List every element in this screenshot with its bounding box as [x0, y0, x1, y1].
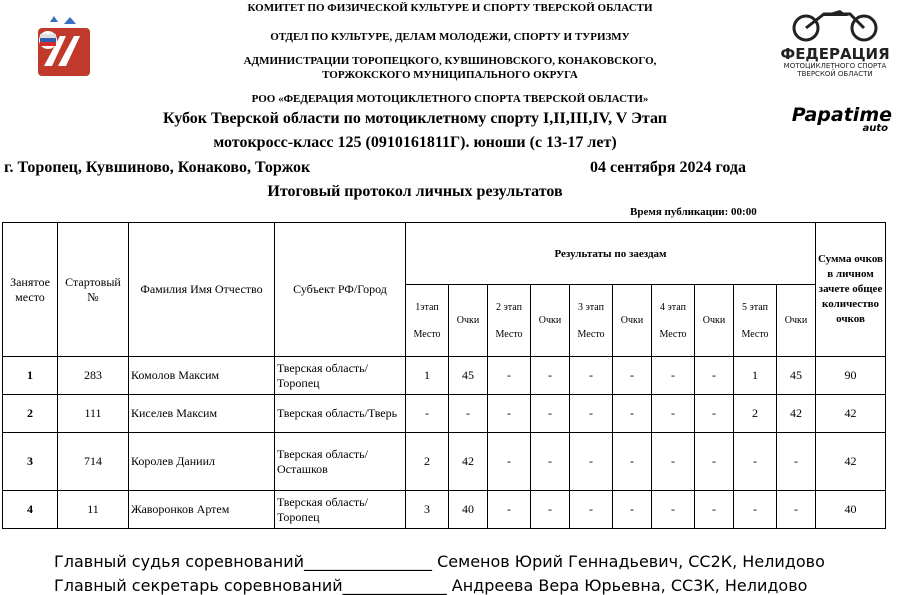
- stage-3-points-header: Очки: [613, 285, 652, 357]
- cell-stage-points: -: [613, 491, 652, 529]
- results-table: [2, 222, 886, 529]
- org-line-3: АДМИНИСТРАЦИИ ТОРОПЕЦКОГО, КУВШИНОВСКОГО, КОНАКОВСКОГО,: [243, 55, 657, 67]
- header-results-group: Результаты по заездам: [406, 223, 816, 285]
- org-line-2: ОТДЕЛ ПО КУЛЬТУРЕ, ДЕЛАМ МОЛОДЕЖИ, СПОРТУ И ТУРИЗМУ: [270, 31, 630, 43]
- cell-stage-place: 3: [406, 491, 449, 529]
- chief-judge-line: Главный судья соревнований________________ Семенов Юрий Геннадьевич, СС2К, Нелидово: [54, 552, 825, 571]
- cell-stage-points: -: [695, 395, 734, 433]
- org-line-5: РОО «ФЕДЕРАЦИЯ МОТОЦИКЛЕТНОГО СПОРТА ТВЕРСКОЙ ОБЛАСТИ»: [251, 93, 649, 105]
- publication-time: Время публикации: 00:00: [630, 206, 757, 218]
- cell-stage-place: -: [652, 491, 695, 529]
- cell-place: 1: [3, 357, 58, 395]
- cell-stage-points: 45: [777, 357, 816, 395]
- cell-stage-points: -: [613, 357, 652, 395]
- cell-stage-place: 2: [406, 433, 449, 491]
- table-row: [3, 491, 886, 529]
- cell-stage-points: -: [613, 433, 652, 491]
- cell-start-no: 111: [58, 395, 129, 433]
- cell-stage-points: -: [531, 395, 570, 433]
- cell-stage-points: -: [695, 433, 734, 491]
- sponsor-main: Papatime: [791, 104, 892, 126]
- title-line-1: Кубок Тверской области по мотоциклетному спорту I,II,III,IV, V Этап: [163, 110, 667, 127]
- cell-stage-place: -: [652, 395, 695, 433]
- stage-3-place-header: 3 этап Место: [570, 285, 613, 357]
- cell-stage-place: -: [652, 433, 695, 491]
- stage-4-points-header: Очки: [695, 285, 734, 357]
- cell-stage-points: 42: [449, 433, 488, 491]
- header-name: Фамилия Имя Отчество: [129, 223, 275, 357]
- cell-start-no: 11: [58, 491, 129, 529]
- cell-stage-place: -: [488, 395, 531, 433]
- cell-stage-place: -: [488, 357, 531, 395]
- cell-stage-place: -: [406, 395, 449, 433]
- stage-2-place-header: 2 этап Место: [488, 285, 531, 357]
- cell-name: Комолов Максим: [129, 357, 275, 395]
- cell-stage-place: -: [734, 491, 777, 529]
- cell-stage-place: -: [488, 491, 531, 529]
- cell-stage-points: 45: [449, 357, 488, 395]
- table-row: [3, 357, 886, 395]
- event-date: 04 сентября 2024 года: [590, 159, 746, 176]
- stage-4-place-header: 4 этап Место: [652, 285, 695, 357]
- cell-stage-points: -: [531, 433, 570, 491]
- cell-stage-place: -: [734, 433, 777, 491]
- org-line-4: ТОРЖОКСКОГО МУНИЦИПАЛЬНОГО ОКРУГА: [322, 69, 578, 81]
- cell-total: 42: [816, 433, 886, 491]
- cell-stage-points: -: [531, 357, 570, 395]
- cell-place: 4: [3, 491, 58, 529]
- federation-word: ФЕДЕРАЦИЯ: [780, 45, 890, 63]
- stage-1-points-header: Очки: [449, 285, 488, 357]
- cell-stage-place: 2: [734, 395, 777, 433]
- cell-name: Жаворонков Артем: [129, 491, 275, 529]
- federation-sub1: МОТОЦИКЛЕТНОГО СПОРТА: [783, 62, 887, 70]
- cell-total: 40: [816, 491, 886, 529]
- table-row: [3, 395, 886, 433]
- cell-stage-points: -: [449, 395, 488, 433]
- stage-5-points-header: Очки: [777, 285, 816, 357]
- cell-region: Тверская область/Осташков: [275, 433, 406, 491]
- stage-5-place-header: 5 этап Место: [734, 285, 777, 357]
- stage-1-place-header: 1этап Место: [406, 285, 449, 357]
- cell-start-no: 283: [58, 357, 129, 395]
- cell-stage-points: 42: [777, 395, 816, 433]
- header-start-no: Стартовый №: [58, 223, 129, 357]
- title-line-2: мотокросс-класс 125 (0910161811Г). юноши (с 13-17 лет): [213, 134, 617, 151]
- cell-total: 42: [816, 395, 886, 433]
- cell-region: Тверская область/Торопец: [275, 357, 406, 395]
- cell-stage-points: -: [695, 357, 734, 395]
- federation-sub2: ТВЕРСКОЙ ОБЛАСТИ: [797, 70, 873, 78]
- sponsor-sub: auto: [862, 123, 888, 134]
- cell-place: 3: [3, 433, 58, 491]
- table-row: [3, 433, 886, 491]
- cell-stage-points: 40: [449, 491, 488, 529]
- cell-stage-place: -: [570, 395, 613, 433]
- cell-stage-place: -: [488, 433, 531, 491]
- cell-place: 2: [3, 395, 58, 433]
- cell-stage-points: -: [531, 491, 570, 529]
- protocol-title: Итоговый протокол личных результатов: [267, 183, 563, 200]
- cell-stage-place: 1: [734, 357, 777, 395]
- cell-region: Тверская область/Тверь: [275, 395, 406, 433]
- cell-stage-points: -: [613, 395, 652, 433]
- org-line-1: КОМИТЕТ ПО ФИЗИЧЕСКОЙ КУЛЬТУРЕ И СПОРТУ ТВЕРСКОЙ ОБЛАСТИ: [247, 2, 653, 14]
- location: г. Торопец, Кувшиново, Конаково, Торжок: [4, 159, 311, 176]
- cell-stage-place: -: [570, 357, 613, 395]
- stage-2-points-header: Очки: [531, 285, 570, 357]
- cell-stage-points: -: [777, 433, 816, 491]
- header-total: Сумма очков в личном зачете общее количество очков: [816, 223, 886, 357]
- cell-stage-place: -: [570, 491, 613, 529]
- cell-region: Тверская область/Торопец: [275, 491, 406, 529]
- cell-stage-place: -: [570, 433, 613, 491]
- chief-secretary-line: Главный секретарь соревнований_____________ Андреева Вера Юрьевна, СС3К, Нелидово: [54, 576, 808, 595]
- cell-name: Киселев Максим: [129, 395, 275, 433]
- cell-name: Королев Даниил: [129, 433, 275, 491]
- cell-stage-place: 1: [406, 357, 449, 395]
- cell-start-no: 714: [58, 433, 129, 491]
- cell-total: 90: [816, 357, 886, 395]
- cell-stage-place: -: [652, 357, 695, 395]
- cell-stage-points: -: [695, 491, 734, 529]
- header-place: Занятое место: [3, 223, 58, 357]
- cell-stage-points: -: [777, 491, 816, 529]
- header-region: Субъект РФ/Город: [275, 223, 406, 357]
